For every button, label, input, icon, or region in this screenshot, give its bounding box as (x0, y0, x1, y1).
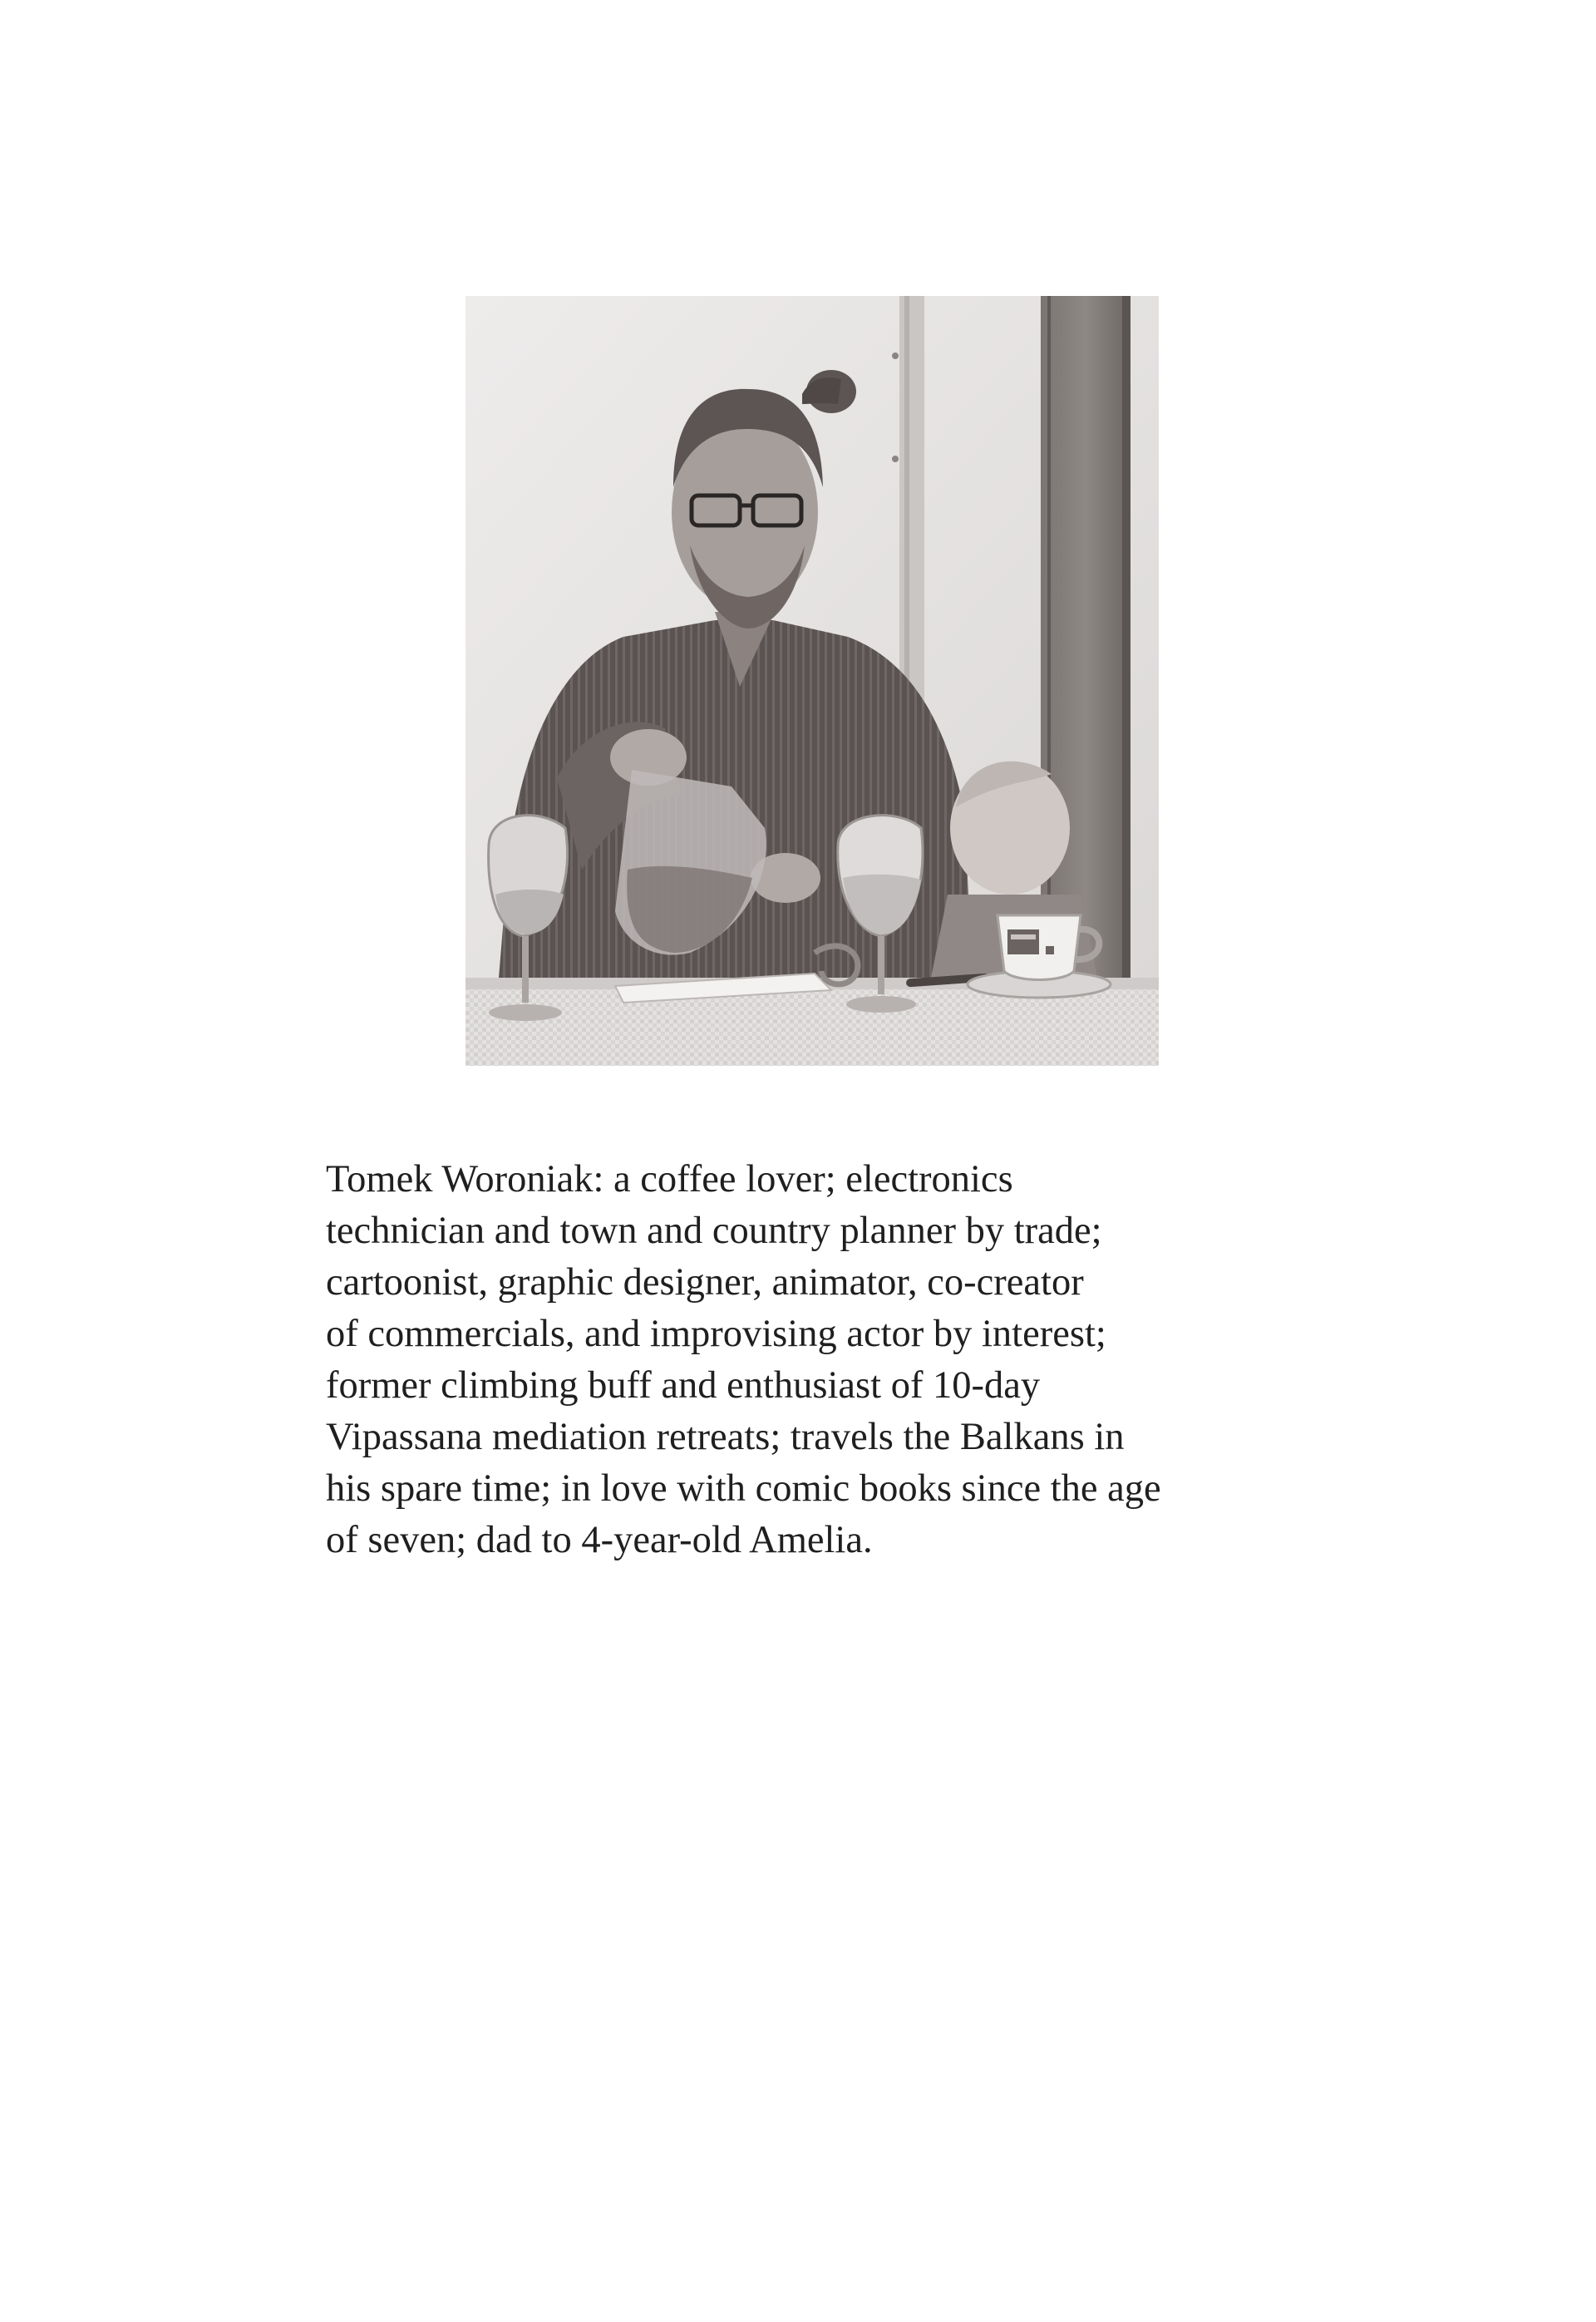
bio-line: former climbing buff and enthusiast of 10-day (326, 1364, 1041, 1407)
bio-line: of commercials, and improvising actor by interest; (326, 1313, 1106, 1355)
bio-line: Vipassana mediation retreats; travels the Balkans in (326, 1416, 1125, 1458)
author-photo (466, 296, 1159, 1066)
author-photo-illustration (466, 296, 1159, 1066)
bio-line: cartoonist, graphic designer, animator, co-creator (326, 1261, 1084, 1304)
bio-line: his spare time; in love with comic books since the age (326, 1467, 1161, 1510)
author-bio (326, 1154, 1307, 1566)
bio-line: of seven; dad to 4-year-old Amelia. (326, 1519, 873, 1561)
bio-line: Tomek Woroniak: a coffee lover; electronics (326, 1158, 1013, 1200)
bio-line: technician and town and country planner by trade; (326, 1210, 1102, 1252)
